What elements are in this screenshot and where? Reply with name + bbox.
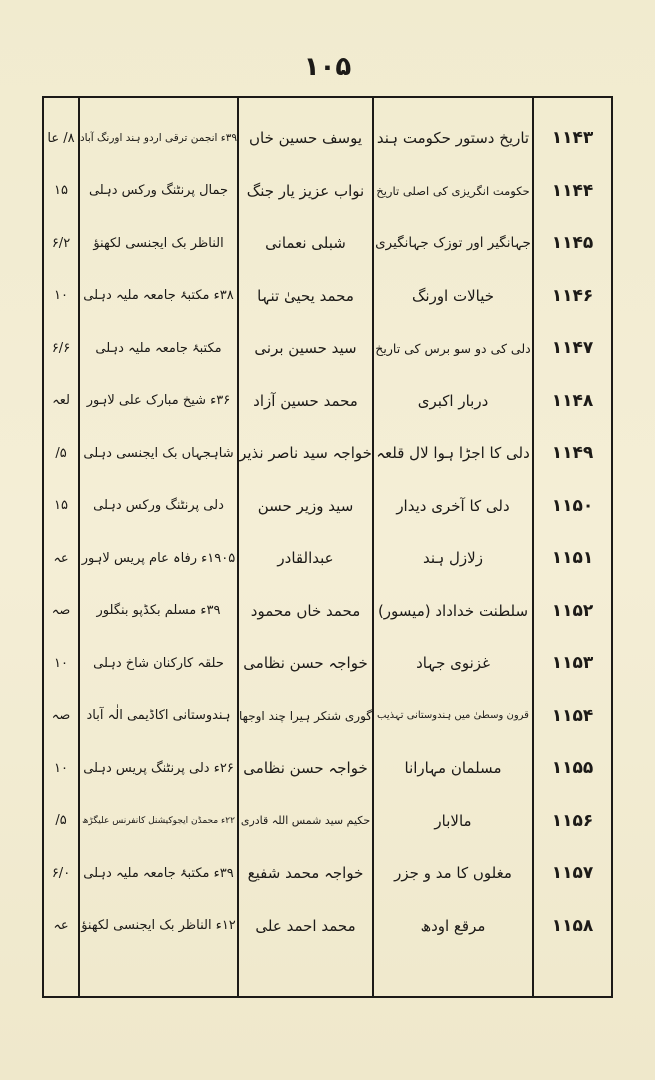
publication-info: ۳۹ء مکتبۂ جامعہ ملیہ دہلی xyxy=(83,865,234,881)
book-author: محمد حسین آزاد xyxy=(253,391,358,410)
publication-info: دلی پرنٹنگ ورکس دہلی xyxy=(93,498,224,513)
book-title: خیالات اورنگ xyxy=(411,286,495,305)
publication-info: ۱۹۰۵ء رفاہ عام پریس لاہور xyxy=(81,550,236,566)
book-title: دلی کی دو سو برس کی تاریخ xyxy=(375,340,531,356)
publication-info: ۱۲ء الناظر بک ایجنسی لکھنؤ xyxy=(81,918,236,933)
entry-number: ۱۱۵۴ xyxy=(551,705,594,726)
table-row xyxy=(44,112,611,164)
publication-info: جمال پرنٹنگ ورکس دہلی xyxy=(88,183,229,198)
publication-info: ۲۲ء محمڈن ایجوکیشنل کانفرنس علیگڑھ xyxy=(82,815,235,826)
book-price: ۱۰ xyxy=(54,288,68,303)
book-price: صہ xyxy=(51,708,71,723)
entry-number: ۱۱۵۰ xyxy=(551,495,594,516)
table-row xyxy=(44,690,611,742)
table-row xyxy=(44,900,611,952)
table-row xyxy=(44,742,611,794)
table-row xyxy=(44,585,611,637)
book-title: قرون وسطیٰ میں ہندوستانی تہذیب xyxy=(377,710,529,721)
book-author: خواجہ حسن نظامی xyxy=(243,759,368,777)
table-row xyxy=(44,375,611,427)
book-author: خواجہ محمد شفیع xyxy=(247,864,364,882)
book-title: مسلمان مہارانا xyxy=(404,759,502,777)
book-author: یوسف حسین خاں xyxy=(249,129,363,147)
entry-number: ۱۱۵۷ xyxy=(551,863,594,883)
table-row xyxy=(44,847,611,899)
book-price: صہ xyxy=(51,603,71,618)
book-price: ۱۵ xyxy=(54,498,68,513)
book-author: محمد یحییٰ تنہا xyxy=(257,286,354,305)
publication-info: شاہجہاں بک ایجنسی دہلی xyxy=(83,445,234,461)
entry-number: ۱۱۵۳ xyxy=(551,653,594,673)
entry-number: ۱۱۵۶ xyxy=(551,810,594,831)
book-author: محمد احمد علی xyxy=(255,916,356,935)
book-author: سید حسین برنی xyxy=(254,339,357,357)
book-title: مالابار xyxy=(434,811,472,830)
book-author: حکیم سید شمس اللہ قادری xyxy=(240,814,371,827)
book-author: سید وزیر حسن xyxy=(257,496,354,515)
publication-info: مکتبۂ جامعہ ملیہ دہلی xyxy=(95,340,222,356)
publication-info: ۳۹ء مسلم بکڈپو بنگلور xyxy=(96,603,221,618)
book-author: نواب عزیز یار جنگ xyxy=(246,181,365,200)
book-author: عبدالقادر xyxy=(277,549,334,567)
entry-number: ۱۱۴۶ xyxy=(551,285,594,306)
book-price: ۱۰ xyxy=(54,760,68,776)
book-price: ۶/۶ xyxy=(51,340,71,356)
publication-info: ۳۹ء انجمن ترقی اردو ہند اورنگ آباد xyxy=(80,132,237,144)
entry-number: ۱۱۴۸ xyxy=(551,390,594,411)
table-row xyxy=(44,637,611,689)
book-author: محمد خاں محمود xyxy=(250,601,361,620)
book-title: مغلوں کا مد و جزر xyxy=(394,864,512,882)
entry-number: ۱۱۵۵ xyxy=(551,758,594,778)
book-title: دربار اکبری xyxy=(417,391,489,410)
book-price: ۶/۲ xyxy=(51,235,71,251)
book-price: ۵/ xyxy=(55,445,67,461)
publication-info: ۳۸ء مکتبۂ جامعہ ملیہ دہلی xyxy=(83,288,234,303)
entry-number: ۱۱۵۲ xyxy=(551,600,594,621)
table-row xyxy=(44,480,611,532)
table-row xyxy=(44,532,611,584)
table-row xyxy=(44,217,611,269)
entry-number: ۱۱۴۴ xyxy=(551,180,594,201)
table-row xyxy=(44,322,611,374)
publication-info: ہندوستانی اکاڈیمی الٰہ آباد xyxy=(86,708,231,723)
entry-number: ۱۱۵۱ xyxy=(551,548,594,568)
publication-info: الناظر بک ایجنسی لکھنؤ xyxy=(93,235,224,251)
book-price: عہ xyxy=(53,550,69,566)
book-price: ۶/۰ xyxy=(51,865,71,881)
book-price: ۸/ عا xyxy=(47,130,75,146)
table-row xyxy=(44,270,611,322)
book-author: گوری شنکر ہیرا چند اوجھا xyxy=(239,708,372,723)
table-row xyxy=(44,795,611,847)
entry-number: ۱۱۴۵ xyxy=(551,233,594,253)
table-row xyxy=(44,427,611,479)
book-price: لعہ xyxy=(52,393,70,408)
entry-number: ۱۱۵۸ xyxy=(551,915,594,936)
book-title: حکومت انگریزی کی اصلی تاریخ xyxy=(376,183,530,198)
book-title: دلی کا اجڑا ہوا لال قلعہ xyxy=(376,444,530,462)
book-price: ۱۵ xyxy=(54,183,68,198)
book-price: ۱۰ xyxy=(54,655,68,671)
publication-info: ۲۶ء دلی پرنٹنگ پریس دہلی xyxy=(83,760,234,776)
book-author: خواجہ حسن نظامی xyxy=(243,654,368,672)
page-number: ۱۰۵ xyxy=(303,52,352,82)
publication-info: ۳۶ء شیخ مبارک علی لاہور xyxy=(86,393,231,408)
catalog-table xyxy=(42,96,613,998)
entry-number: ۱۱۴۷ xyxy=(551,338,594,358)
book-title: زلازل ہند xyxy=(423,549,483,567)
entry-number: ۱۱۴۳ xyxy=(551,128,594,148)
book-title: تاریخ دستور حکومت ہند xyxy=(376,129,530,147)
book-author: خواجہ سید ناصر نذیر xyxy=(239,444,372,462)
book-author: شبلی نعمانی xyxy=(265,234,346,252)
book-price: ۵/ xyxy=(55,813,67,828)
book-title: غزنوی جہاد xyxy=(416,654,490,672)
book-title: سلطنت خداداد (میسور) xyxy=(377,601,529,620)
book-title: مرقع اودھ xyxy=(420,916,486,935)
publication-info: حلقہ کارکنان شاخ دہلی xyxy=(93,655,224,671)
book-price: عہ xyxy=(53,918,69,933)
table-row xyxy=(44,165,611,217)
entry-number: ۱۱۴۹ xyxy=(551,443,594,463)
book-title: دلی کا آخری دیدار xyxy=(396,496,510,515)
book-title: جہانگیر اور توزک جہانگیری xyxy=(375,235,531,251)
